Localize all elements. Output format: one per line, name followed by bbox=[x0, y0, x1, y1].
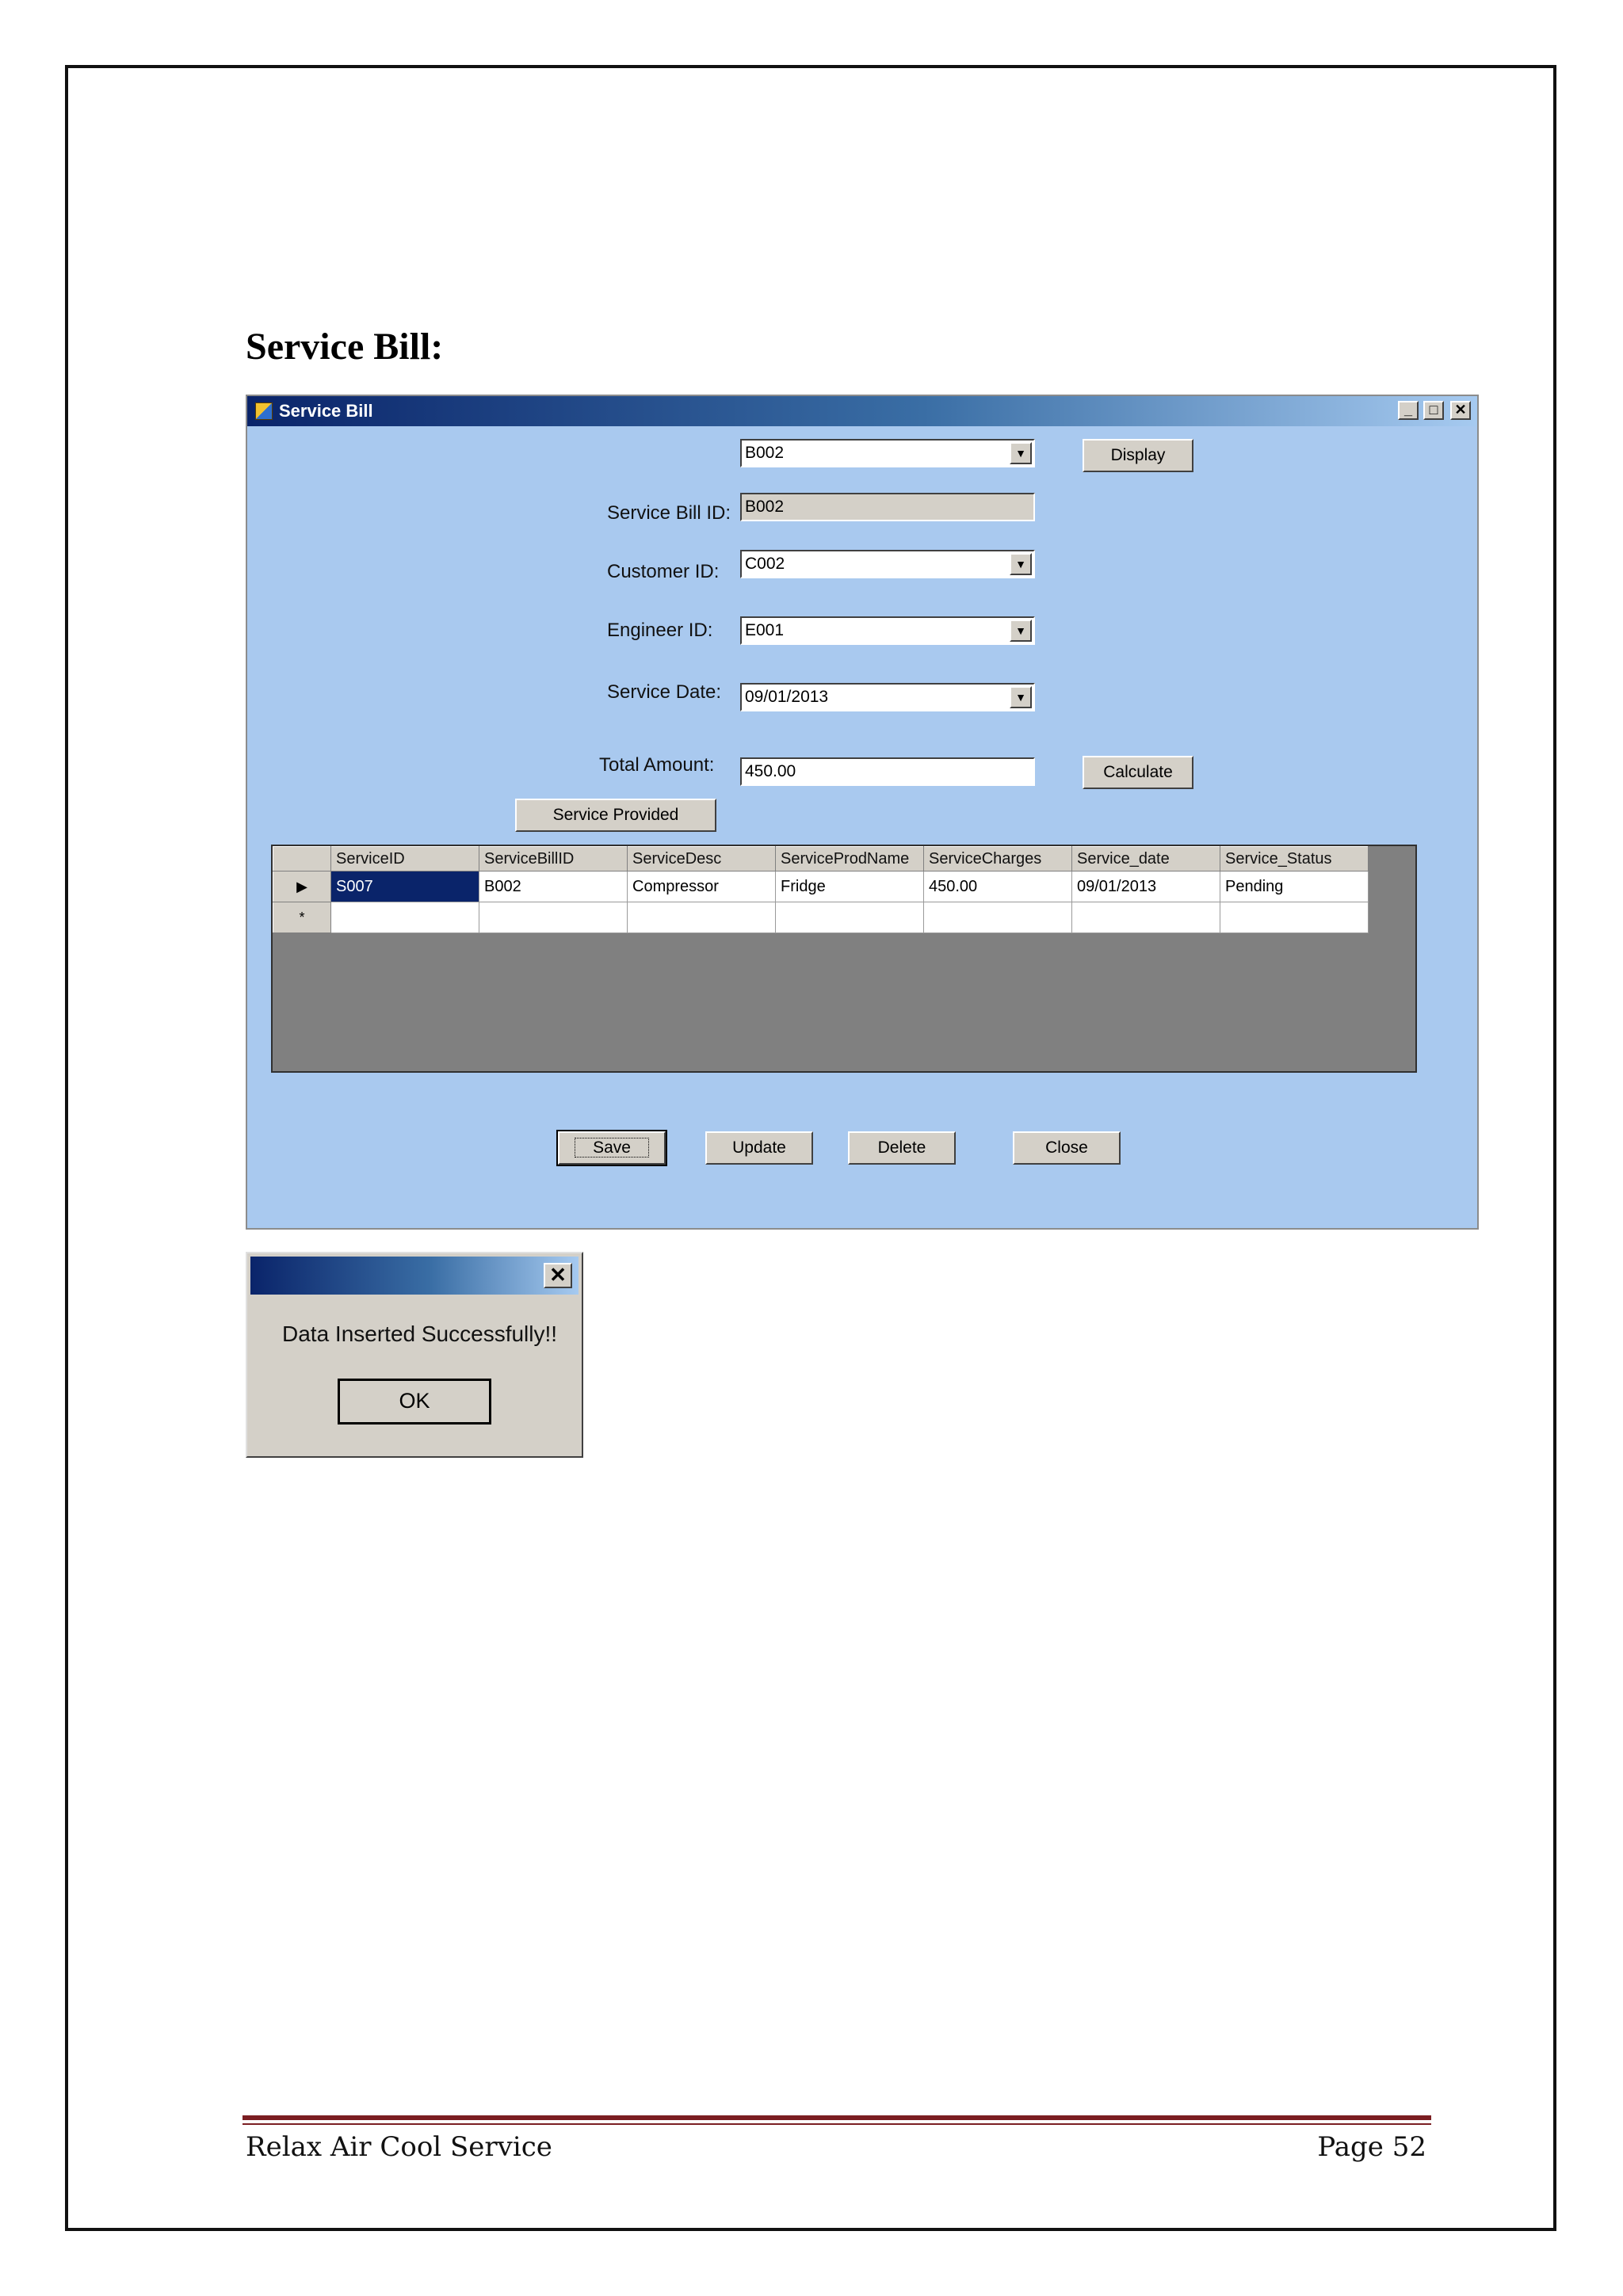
message-text: Data Inserted Successfully!! bbox=[282, 1322, 558, 1346]
grid-cell[interactable]: S007 bbox=[331, 871, 479, 902]
save-button[interactable] bbox=[558, 1131, 666, 1165]
grid-cell[interactable]: 09/01/2013 bbox=[1072, 871, 1220, 902]
grid-cell[interactable] bbox=[924, 902, 1072, 933]
page-number: Page 52 bbox=[1317, 2131, 1426, 2163]
grid-cell[interactable]: 450.00 bbox=[924, 871, 1072, 902]
grid-cell[interactable] bbox=[1220, 902, 1369, 933]
display-button[interactable]: Display bbox=[1083, 439, 1193, 472]
grid-cell[interactable]: B002 bbox=[479, 871, 628, 902]
column-header[interactable]: ServiceID bbox=[331, 847, 479, 871]
delete-button[interactable]: Delete bbox=[848, 1131, 956, 1165]
bill-selector-combo[interactable] bbox=[740, 439, 1035, 467]
grid-corner bbox=[273, 847, 331, 871]
service-bill-id-label: Service Bill ID: bbox=[607, 502, 731, 524]
grid-cell[interactable]: Fridge bbox=[776, 871, 924, 902]
chevron-down-icon[interactable]: ▼ bbox=[1010, 686, 1032, 708]
close-button[interactable]: Close bbox=[1013, 1131, 1121, 1165]
close-window-button[interactable]: ✕ bbox=[1450, 401, 1471, 420]
maximize-button[interactable]: □ bbox=[1423, 401, 1444, 420]
new-row-icon: * bbox=[273, 902, 331, 933]
service-date-value: 09/01/2013 bbox=[745, 688, 829, 706]
calculate-button[interactable]: Calculate bbox=[1083, 756, 1193, 789]
new-row[interactable] bbox=[273, 902, 1369, 933]
column-header[interactable]: Service_date bbox=[1072, 847, 1220, 871]
grid-cell[interactable] bbox=[331, 902, 479, 933]
grid-cell[interactable] bbox=[628, 902, 776, 933]
footer-title: Relax Air Cool Service bbox=[246, 2131, 552, 2163]
table-row[interactable] bbox=[273, 871, 1369, 902]
total-amount-field[interactable]: 450.00 bbox=[740, 757, 1035, 786]
service-date-label: Service Date: bbox=[607, 681, 722, 703]
engineer-id-value: E001 bbox=[745, 621, 785, 639]
update-button[interactable]: Update bbox=[705, 1131, 813, 1165]
window-title: Service Bill bbox=[279, 401, 373, 421]
grid-cell[interactable]: Pending bbox=[1220, 871, 1369, 902]
service-date-picker[interactable] bbox=[740, 683, 1035, 711]
customer-id-combo[interactable] bbox=[740, 550, 1035, 578]
grid-cell[interactable] bbox=[1072, 902, 1220, 933]
column-header[interactable]: Service_Status bbox=[1220, 847, 1369, 871]
section-title: Service Bill: bbox=[246, 326, 444, 368]
grid-cell[interactable] bbox=[479, 902, 628, 933]
bill-selector-value: B002 bbox=[745, 444, 785, 462]
current-row-icon: ▶ bbox=[273, 871, 331, 902]
message-box bbox=[246, 1252, 583, 1458]
services-grid bbox=[271, 845, 1417, 1073]
grid-cell[interactable]: Compressor bbox=[628, 871, 776, 902]
service-bill-id-field[interactable]: B002 bbox=[740, 493, 1035, 521]
chevron-down-icon[interactable]: ▼ bbox=[1010, 442, 1032, 464]
service-bill-window bbox=[246, 395, 1479, 1230]
grid-cell[interactable] bbox=[776, 902, 924, 933]
save-button-label: Save bbox=[575, 1138, 649, 1158]
customer-id-value: C002 bbox=[745, 555, 785, 573]
ok-button[interactable]: OK bbox=[338, 1379, 491, 1425]
minimize-button[interactable]: _ bbox=[1398, 401, 1419, 420]
window-titlebar[interactable] bbox=[247, 396, 1477, 426]
column-header[interactable]: ServiceCharges bbox=[924, 847, 1072, 871]
engineer-id-combo[interactable] bbox=[740, 616, 1035, 645]
footer-rule bbox=[242, 2115, 1431, 2125]
app-icon bbox=[255, 402, 273, 420]
customer-id-label: Customer ID: bbox=[607, 561, 720, 582]
service-provided-button[interactable]: Service Provided bbox=[515, 799, 716, 832]
chevron-down-icon[interactable]: ▼ bbox=[1010, 553, 1032, 575]
column-header[interactable]: ServiceDesc bbox=[628, 847, 776, 871]
engineer-id-label: Engineer ID: bbox=[607, 620, 713, 641]
chevron-down-icon[interactable]: ▼ bbox=[1010, 620, 1032, 642]
column-header[interactable]: ServiceBillID bbox=[479, 847, 628, 871]
message-box-titlebar[interactable] bbox=[250, 1257, 579, 1295]
close-icon[interactable]: ✕ bbox=[544, 1263, 572, 1288]
column-header[interactable]: ServiceProdName bbox=[776, 847, 924, 871]
total-amount-label: Total Amount: bbox=[599, 754, 715, 776]
